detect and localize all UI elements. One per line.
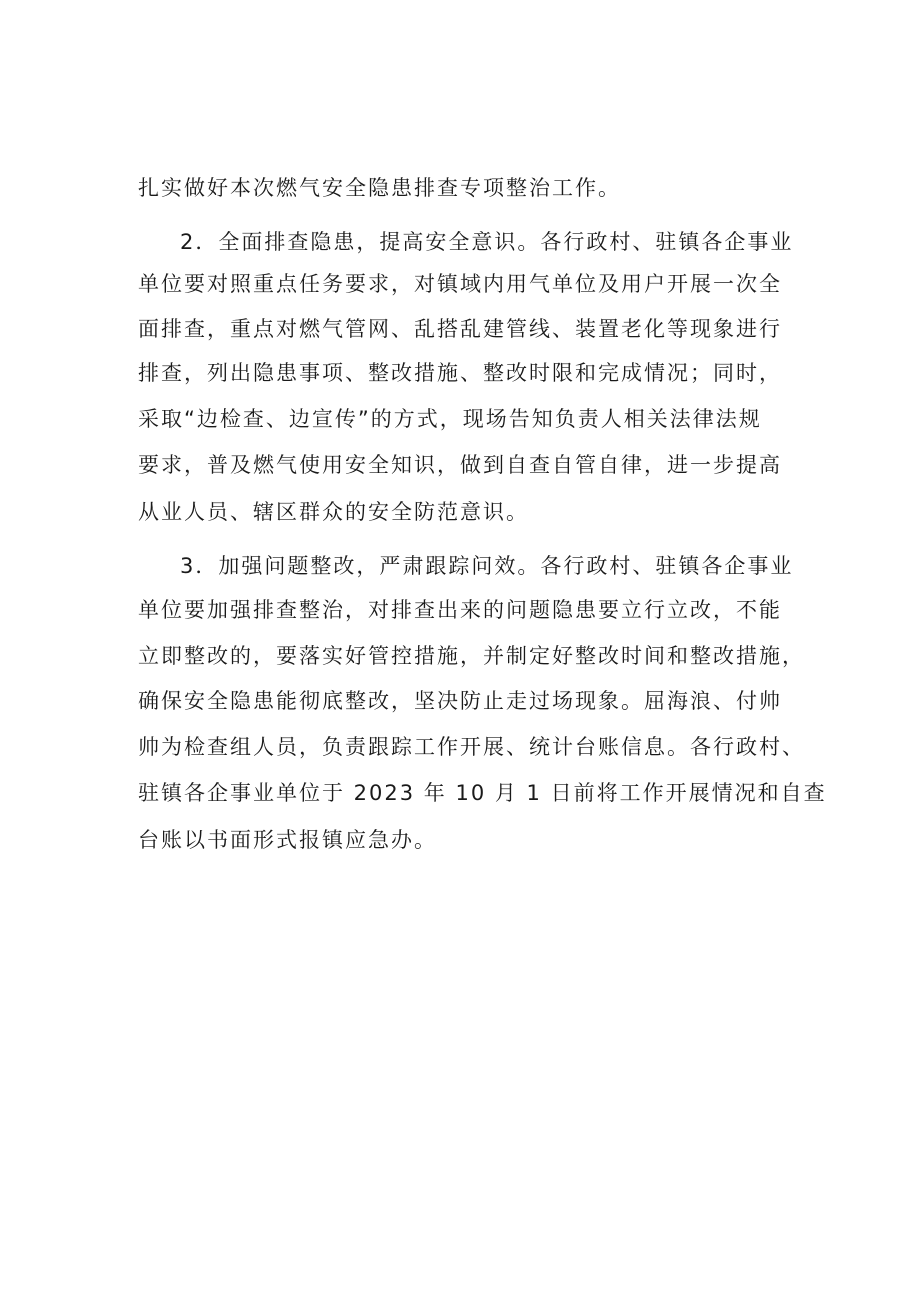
text-line: 从业人员、辖区群众的安全防范意识。 xyxy=(138,500,529,524)
text-line: 2．全面排查隐患，提高安全意识。各行政村、驻镇各企事业 xyxy=(180,230,794,254)
text-line: 台账以书面形式报镇应急办。 xyxy=(138,828,437,852)
text-line: 驻镇各企事业单位于 2023 年 10 月 1 日前将工作开展情况和自查 xyxy=(138,781,827,805)
text-line: 3．加强问题整改，严肃跟踪问效。各行政村、驻镇各企事业 xyxy=(180,554,794,578)
text-line: 采取“边检查、边宣传”的方式，现场告知负责人相关法律法规 xyxy=(138,407,762,431)
text-line: 排查，列出隐患事项、整改措施、整改时限和完成情况；同时， xyxy=(138,361,782,385)
text-line: 单位要对照重点任务要求，对镇域内用气单位及用户开展一次全 xyxy=(138,272,782,296)
text-line: 要求，普及燃气使用安全知识，做到自查自管自律，进一步提高 xyxy=(138,453,782,477)
text-line: 确保安全隐患能彻底整改，坚决防止走过场现象。屈海浪、付帅 xyxy=(138,689,782,713)
text-line: 立即整改的，要落实好管控措施，并制定好整改时间和整改措施， xyxy=(138,644,805,668)
text-line: 扎实做好本次燃气安全隐患排查专项整治工作。 xyxy=(138,176,621,200)
text-line: 面排查，重点对燃气管网、乱搭乱建管线、装置老化等现象进行 xyxy=(138,317,782,341)
text-line: 帅为检查组人员，负责跟踪工作开展、统计台账信息。各行政村、 xyxy=(138,735,805,759)
text-line: 单位要加强排查整治，对排查出来的问题隐患要立行立改，不能 xyxy=(138,598,782,622)
